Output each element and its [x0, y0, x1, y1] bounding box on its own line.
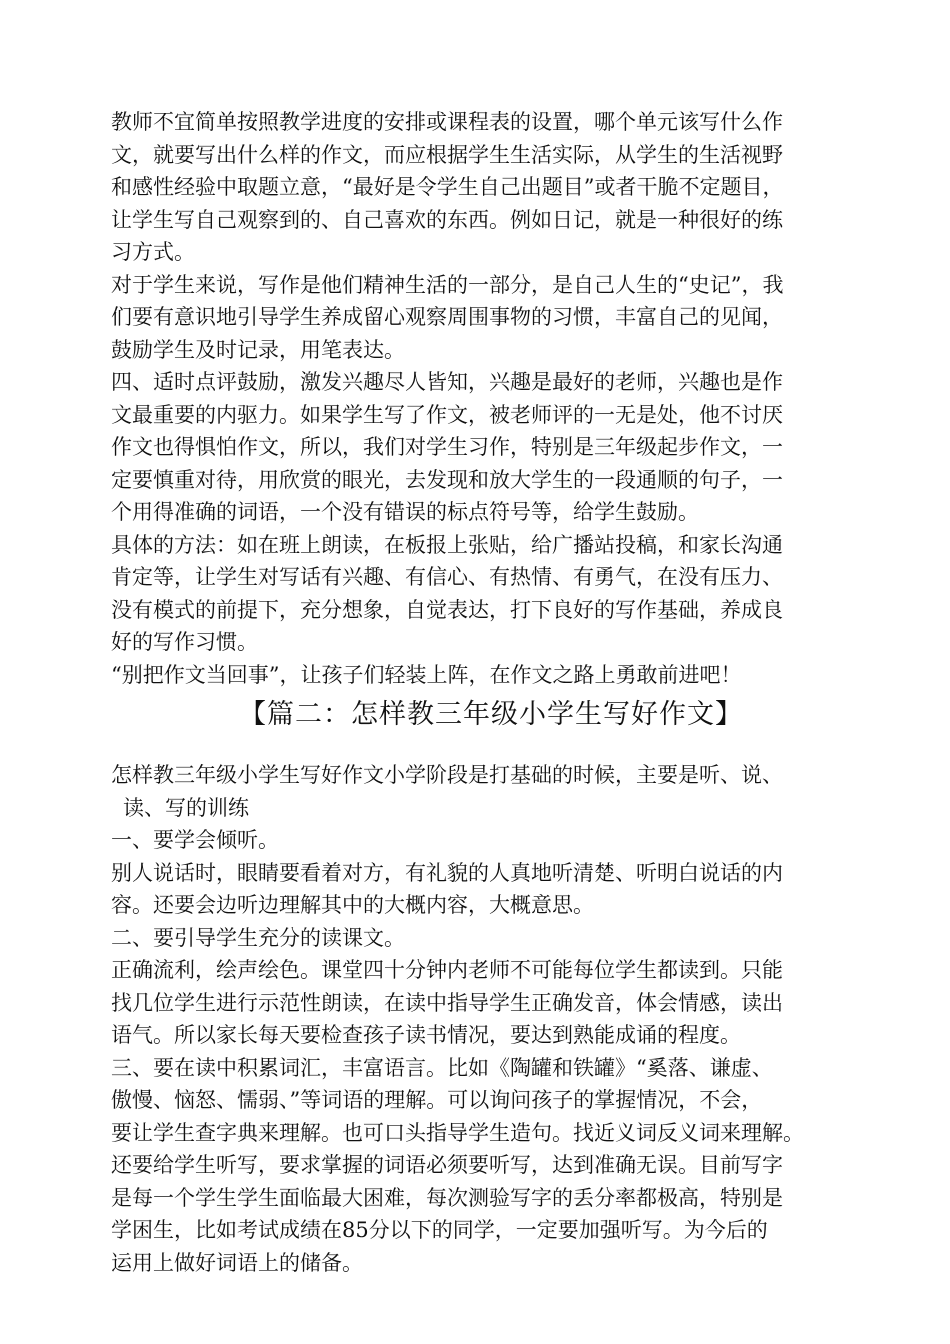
text-line: 好的写作习惯。 — [111, 630, 258, 654]
text-line: 是每一个学生学生面临最大困难，每次测验写字的丢分率都极高，特别是 — [111, 1185, 783, 1210]
document-page — [111, 106, 871, 1279]
text-line: 对于学生来说，写作是他们精神生活的一部分，是自己人生的“史记”，我 — [111, 272, 784, 297]
text-line: 要让学生查字典来理解。也可口头指导学生造句。找近义词反义词来理解。 — [111, 1120, 804, 1145]
text-line: 三、要在读中积累词汇，丰富语言。比如《陶罐和铁罐》“奚落、谦虚、 — [111, 1055, 773, 1080]
text-line: 肯定等，让学生对写话有兴趣、有信心、有热情、有勇气，在没有压力、 — [111, 565, 783, 589]
text-line: 习方式。 — [111, 240, 195, 264]
text-line: 还要给学生听写，要求掌握的词语必须要听写，达到准确无误。目前写字 — [111, 1153, 783, 1177]
text-line: 找几位学生进行示范性朗读，在读中指导学生正确发音，体会情感，读出 — [111, 990, 783, 1015]
text-line: 文，就要写出什么样的作文，而应根据学生生活实际，从学生的生活视野 — [111, 142, 783, 167]
text-line: 学困生，比如考试成绩在85分以下的同学，一定要加强听写。为今后的 — [111, 1218, 768, 1242]
text-line: 个用得准确的词语，一个没有错误的标点符号等，给学生鼓励。 — [111, 500, 699, 524]
text-line: 读、写的训练 — [123, 795, 249, 820]
section-heading: 【篇二：怎样教三年级小学生写好作文】 — [239, 699, 743, 730]
text-line: 语气。所以家长每天要检查孩子读书情况，要达到熟能成诵的程度。 — [111, 1023, 741, 1047]
text-line: “别把作文当回事”，让孩子们轻装上阵，在作文之路上勇敢前进吧！ — [111, 662, 742, 687]
text-line: 作文也得惧怕作文，所以，我们对学生习作，特别是三年级起步作文，一 — [111, 435, 783, 459]
text-line: 定要慎重对待，用欣赏的眼光，去发现和放大学生的一段通顺的句子，一 — [111, 467, 783, 492]
text-line: 文最重要的内驱力。如果学生写了作文，被老师评的一无是处，他不讨厌 — [111, 402, 783, 427]
text-line: 让学生写自己观察到的、自己喜欢的东西。例如日记，就是一种很好的练 — [111, 207, 783, 232]
text-line: 二、要引导学生充分的读课文。 — [111, 925, 405, 950]
section-part2 — [111, 759, 871, 1279]
text-line: 正确流利，绘声绘色。课堂四十分钟内老师不可能每位学生都读到。只能 — [111, 958, 783, 982]
text-line: 一、要学会倾听。 — [111, 828, 279, 852]
text-line: 们要有意识地引导学生养成留心观察周围事物的习惯，丰富自己的见闻， — [111, 305, 783, 329]
text-line: 傲慢、恼怒、懦弱、”等词语的理解。可以询问孩子的掌握情况，不会， — [111, 1088, 763, 1112]
text-line: 没有模式的前提下，充分想象，自觉表达，打下良好的写作基础，养成良 — [111, 597, 783, 622]
text-line: 四、适时点评鼓励，激发兴趣尽人皆知，兴趣是最好的老师，兴趣也是作 — [111, 370, 783, 394]
section-part1 — [111, 106, 871, 691]
text-line: 别人说话时，眼睛要看着对方，有礼貌的人真地听清楚、听明白说话的内 — [111, 860, 783, 885]
text-line: 和感性经验中取题立意，“最好是令学生自己出题目”或者干脆不定题目， — [111, 175, 784, 199]
text-line: 运用上做好词语上的储备。 — [111, 1250, 363, 1275]
text-line: 怎样教三年级小学生写好作文小学阶段是打基础的时候，主要是听、说、 — [111, 763, 783, 787]
text-line: 具体的方法：如在班上朗读，在板报上张贴，给广播站投稿，和家长沟通 — [111, 532, 783, 557]
text-line: 鼓励学生及时记录，用笔表达。 — [111, 337, 405, 362]
text-line: 容。还要会边听边理解其中的大概内容，大概意思。 — [111, 893, 594, 917]
text-line: 教师不宜简单按照教学进度的安排或课程表的设置，哪个单元该写什么作 — [111, 110, 783, 134]
